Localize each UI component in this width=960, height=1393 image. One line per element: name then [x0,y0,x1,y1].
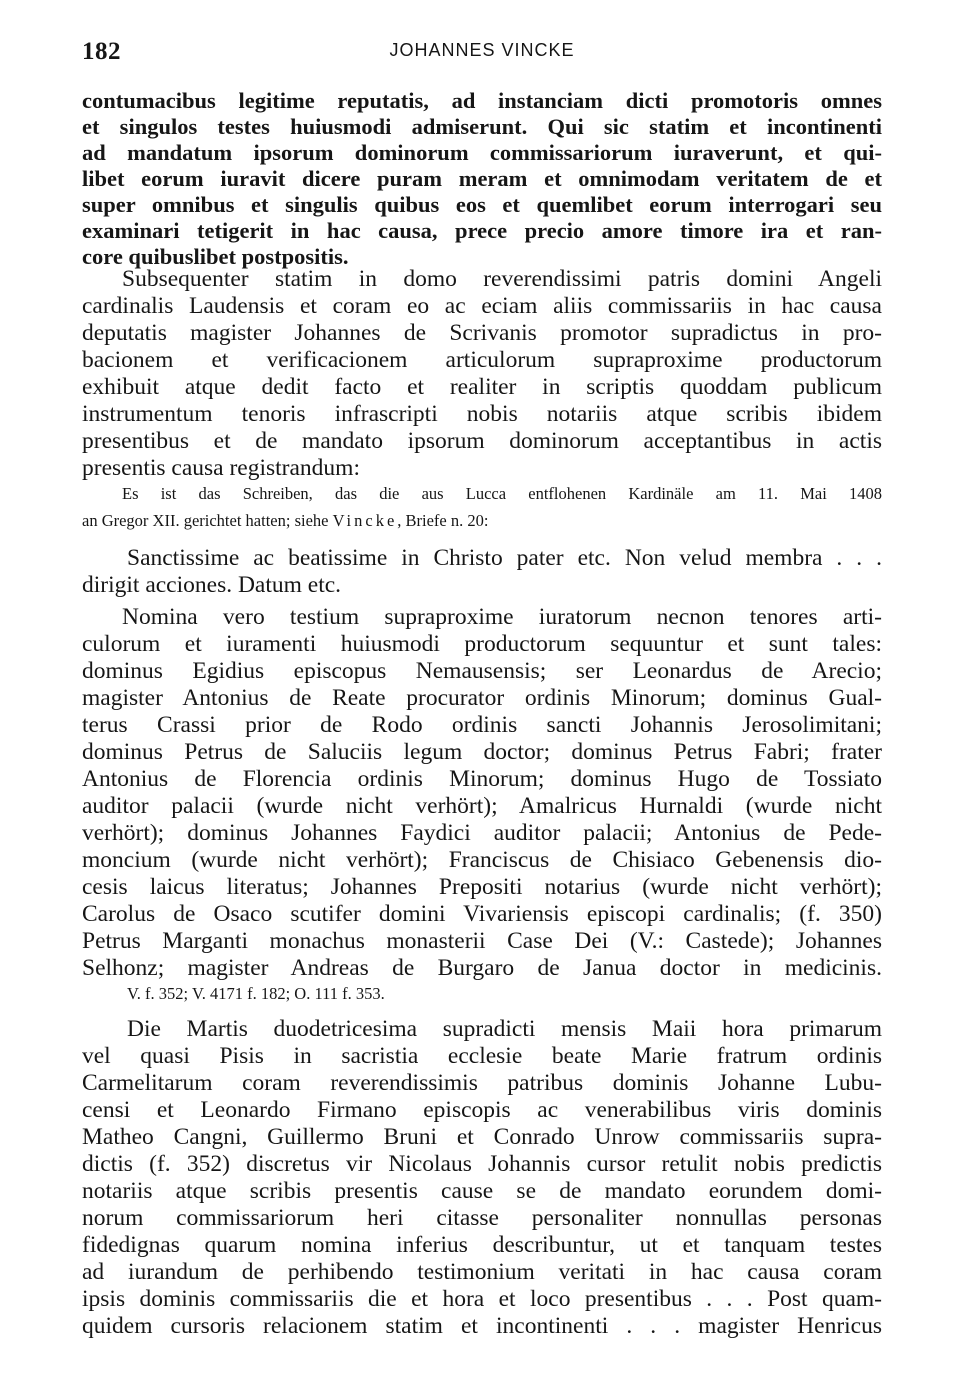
text-line: dominus Petrus de Saluciis legum doctor; dominus Petrus Fabri; frater [82,739,882,765]
note-text: , Briefe n. 20: [397,511,489,530]
text-line: auditor palacii (wurde nicht verhört); Amalricus Hurnaldi (wurde nicht [82,793,882,819]
text-line: vel quasi Pisis in sacristia ecclesie beate Marie fratrum ordinis [82,1043,882,1069]
text-line: ad iurandum de perhibendo testimonium veritati in hac causa coram [82,1259,882,1285]
text-line: Sanctissime ac beatissime in Christo pater etc. Non velud membra . . . [127,545,882,571]
text-line: fidedignas quarum nomina inferius describuntur, ut et tanquam testes [82,1232,882,1258]
note-line [82,510,882,532]
text-line: moncium (wurde nicht verhört); Franciscus de Chisiaco Gebenensis dio- [82,847,882,873]
text-line: notariis atque scribis presentis cause se de mandato eorundem domi- [82,1178,882,1204]
text-line: cesis laicus literatus; Johannes Prepositi notarius (wurde nicht verhört); [82,874,882,900]
text-line: Matheo Cangni, Guillermo Bruni et Conrado Unrow commissariis supra- [82,1124,882,1150]
text-line: presentibus et de mandato ipsorum dominorum acceptantibus in actis [82,428,882,454]
text-line: magister Antonius de Reate procurator ordinis Minorum; dominus Gual- [82,685,882,711]
text-line: censi et Leonardo Firmano episcopis ac venerabilibus viris dominis [82,1097,882,1123]
author-name: Vincke [332,511,398,530]
text-line: Nomina vero testium supraproxime iuratorum necnon tenores arti- [122,604,882,630]
text-line: et singulos testes huiusmodi admiserunt. Qui sic statim et incontinenti [82,114,882,139]
text-line: dominus Egidius episcopus Nemausensis; ser Leonardus de Arecio; [82,658,882,684]
page-number: 182 [82,38,121,65]
text-line: dictis (f. 352) discretus vir Nicolaus Johannis cursor retulit nobis predictis [82,1151,882,1177]
running-title: JOHANNES VINCKE [389,40,575,60]
text-line: dirigit acciones. Datum etc. [82,572,342,598]
text-line: exhibuit atque dedit facto et realiter in scriptis quoddam publicum [82,374,882,400]
text-line: presentis causa registrandum: [82,455,360,481]
text-line: deputatis magister Johannes de Scrivanis promotor supradictus in pro- [82,320,882,346]
text-line: cardinalis Laudensis et coram eo ac eciam aliis commissariis in hac causa [82,293,882,319]
text-line: examinari tetigerit in hac causa, prece precio amore timore ira et ran- [82,218,882,243]
folio-reference: V. f. 352; V. 4171 f. 182; O. 111 f. 353. [127,984,385,1003]
text-line: super omnibus et singulis quibus eos et quemlibet eorum interrogari seu [82,192,882,217]
text-line: ipsis dominis commissariis die et hora et loco presentibus . . . Post quam- [82,1286,882,1312]
text-line: verhört); dominus Johannes Faydici auditor palacii; Antonius de Pede- [82,820,882,846]
text-line: Carolus de Osaco scutifer domini Vivariensis episcopi cardinalis; (f. 350) [82,901,882,927]
page-header [82,38,882,68]
text-line: bacionem et verificacionem articulorum supraproxime productorum [82,347,882,373]
text-line: contumacibus legitime reputatis, ad instanciam dicti promotoris omnes [82,88,882,113]
text-line: quidem cursoris relacionem statim et incontinenti . . . magister Henricus [82,1313,882,1339]
text-line: Subsequenter statim in domo reverendissimi patris domini Angeli [122,266,882,292]
text-line: Die Martis duodetricesima supradicti mensis Maii hora primarum [127,1016,882,1042]
text-line: norum commissariorum heri citasse personaliter nonnullas personas [82,1205,882,1231]
text-line: core quibuslibet postpositis. [82,244,349,269]
text-line: instrumentum tenoris infrascripti nobis notariis atque scribis ibidem [82,401,882,427]
text-line: Antonius de Florencia ordinis Minorum; dominus Hugo de Tossiato [82,766,882,792]
text-line: Selhonz; magister Andreas de Burgaro de Janua doctor in medicinis. [82,955,882,981]
note-line: Es ist das Schreiben, das die aus Lucca entflohenen Kardinäle am 11. Mai 1408 [122,484,882,503]
text-line: Petrus Marganti monachus monasterii Case Dei (V.: Castede); Johannes [82,928,882,954]
text-line: libet eorum iuravit dicere puram meram et omnimodam veritatem de et [82,166,882,191]
text-line: terus Crassi prior de Rodo ordinis sancti Johannis Jerosolimitani; [82,712,882,738]
text-line: culorum et iuramenti huiusmodi productorum sequuntur et sunt tales: [82,631,882,657]
text-line: Carmelitarum coram reverendissimis patribus dominis Johanne Lubu- [82,1070,882,1096]
text-line: ad mandatum ipsorum dominorum commissariorum iuraverunt, et qui- [82,140,882,165]
note-text: an Gregor XII. gerichtet hatten; siehe [82,511,329,530]
